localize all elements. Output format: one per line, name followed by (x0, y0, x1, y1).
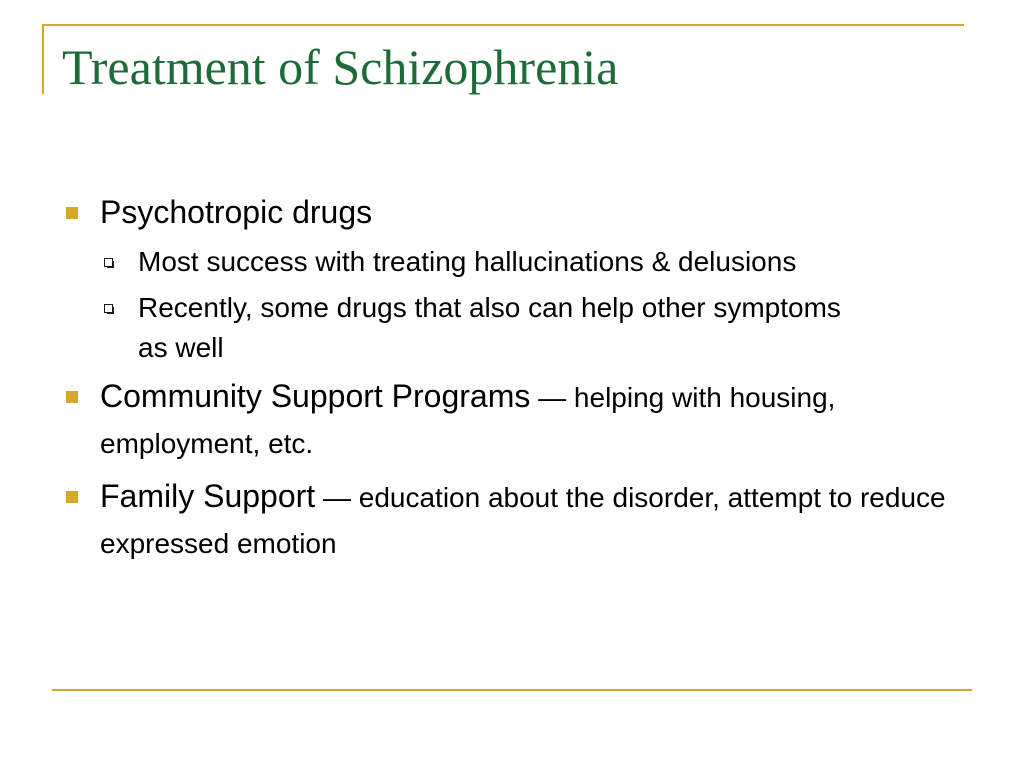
frame-bottom-rule (52, 689, 972, 691)
bullet-main-text: Community Support Programs (100, 378, 531, 414)
bullet-suffix-text: — education about the disorder, attempt to reduce expressed emotion (100, 482, 946, 559)
bullet-item-psychotropic-drugs (62, 190, 962, 234)
frame-top-rule (42, 24, 964, 26)
bullet-item-community-support (62, 374, 962, 466)
bullet-item-family-support (62, 474, 962, 566)
slide-title: Treatment of Schizophrenia (62, 39, 619, 95)
filled-square-icon (66, 207, 78, 219)
bullet-list (62, 190, 962, 574)
subbullet-item-other-symptoms (62, 288, 878, 368)
subbullet-text: Recently, some drugs that also can help other symptoms as well (138, 292, 841, 363)
frame-left-rule (42, 24, 44, 94)
hollow-square-icon (104, 258, 113, 267)
subbullet-text: Most success with treating hallucinations & delusions (138, 246, 797, 277)
bullet-main-text: Psychotropic drugs (100, 194, 373, 230)
subbullet-item-hallucinations (62, 242, 878, 282)
filled-square-icon (66, 491, 78, 503)
bullet-main-text: Family Support (100, 478, 316, 514)
filled-square-icon (66, 391, 78, 403)
bullet-suffix-text: — helping with housing, employment, etc. (100, 382, 836, 459)
hollow-square-icon (104, 304, 113, 313)
